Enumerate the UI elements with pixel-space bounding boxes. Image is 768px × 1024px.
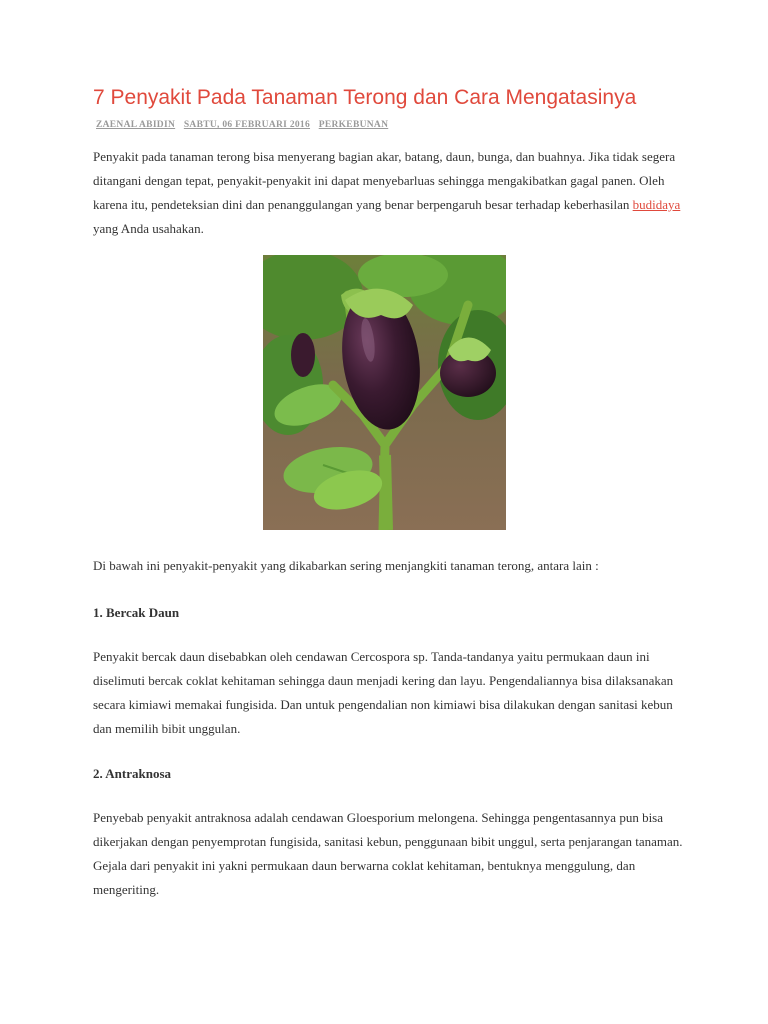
section-heading: 1. Bercak Daun bbox=[93, 605, 180, 620]
section-heading: 2. Antraknosa bbox=[93, 766, 172, 781]
eggplant-image bbox=[263, 255, 506, 530]
section-text: Penyebab penyakit antraknosa adalah cendawan Gloesporium melongena. Sehingga pengentasannya pun bisa dikerjakan dengan penyemprotan fungisida, sanitasi kebun, penggunaan bibit unggul, serta penjarangan tanaman. Gejala dari penyakit ini yakni permukaan daun berwarna coklat kehitaman, bentuknya menggulung, dan mengeriting. bbox=[93, 810, 683, 897]
budidaya-link[interactable]: budidaya bbox=[632, 197, 681, 212]
date-link[interactable]: SABTU, 06 FEBRUARI 2016 bbox=[183, 120, 311, 130]
author-link[interactable]: ZAENAL ABIDIN bbox=[96, 120, 176, 130]
list-intro: Di bawah ini penyakit-penyakit yang dikabarkan sering menjangkiti tanaman terong, antara lain : bbox=[93, 558, 599, 573]
intro-text: Penyakit pada tanaman terong bisa menyerang bagian akar, batang, daun, bunga, dan buahnya. Jika tidak segera ditangani dengan tepat, penyakit-penyakit ini dapat menyebarluas sehingga mengakibatkan gagal panen. Oleh karena itu, pendeteksian dini dan penanggulangan yang benar berpengaruh besar terhadap keberhasilan bbox=[93, 149, 676, 212]
article-title: 7 Penyakit Pada Tanaman Terong dan Cara Mengatasinya bbox=[93, 86, 637, 109]
category-link[interactable]: PERKEBUNAN bbox=[318, 120, 389, 130]
article-meta bbox=[96, 120, 394, 130]
intro-paragraph bbox=[93, 145, 683, 241]
eggplant-photo bbox=[263, 255, 506, 530]
section-text: Penyakit bercak daun disebabkan oleh cendawan Cercospora sp. Tanda-tandanya yaitu permukaan daun ini diselimuti bercak coklat kehitaman sehingga daun menjadi kering dan layu. Pengendaliannya bisa dilaksanakan secara kimiawi memakai fungisida. Dan untuk pengendalian non kimiawi bisa dilakukan dengan sanitasi kebun dan memilih bibit unggulan. bbox=[93, 649, 674, 736]
intro-text-end: yang Anda usahakan. bbox=[93, 221, 204, 236]
